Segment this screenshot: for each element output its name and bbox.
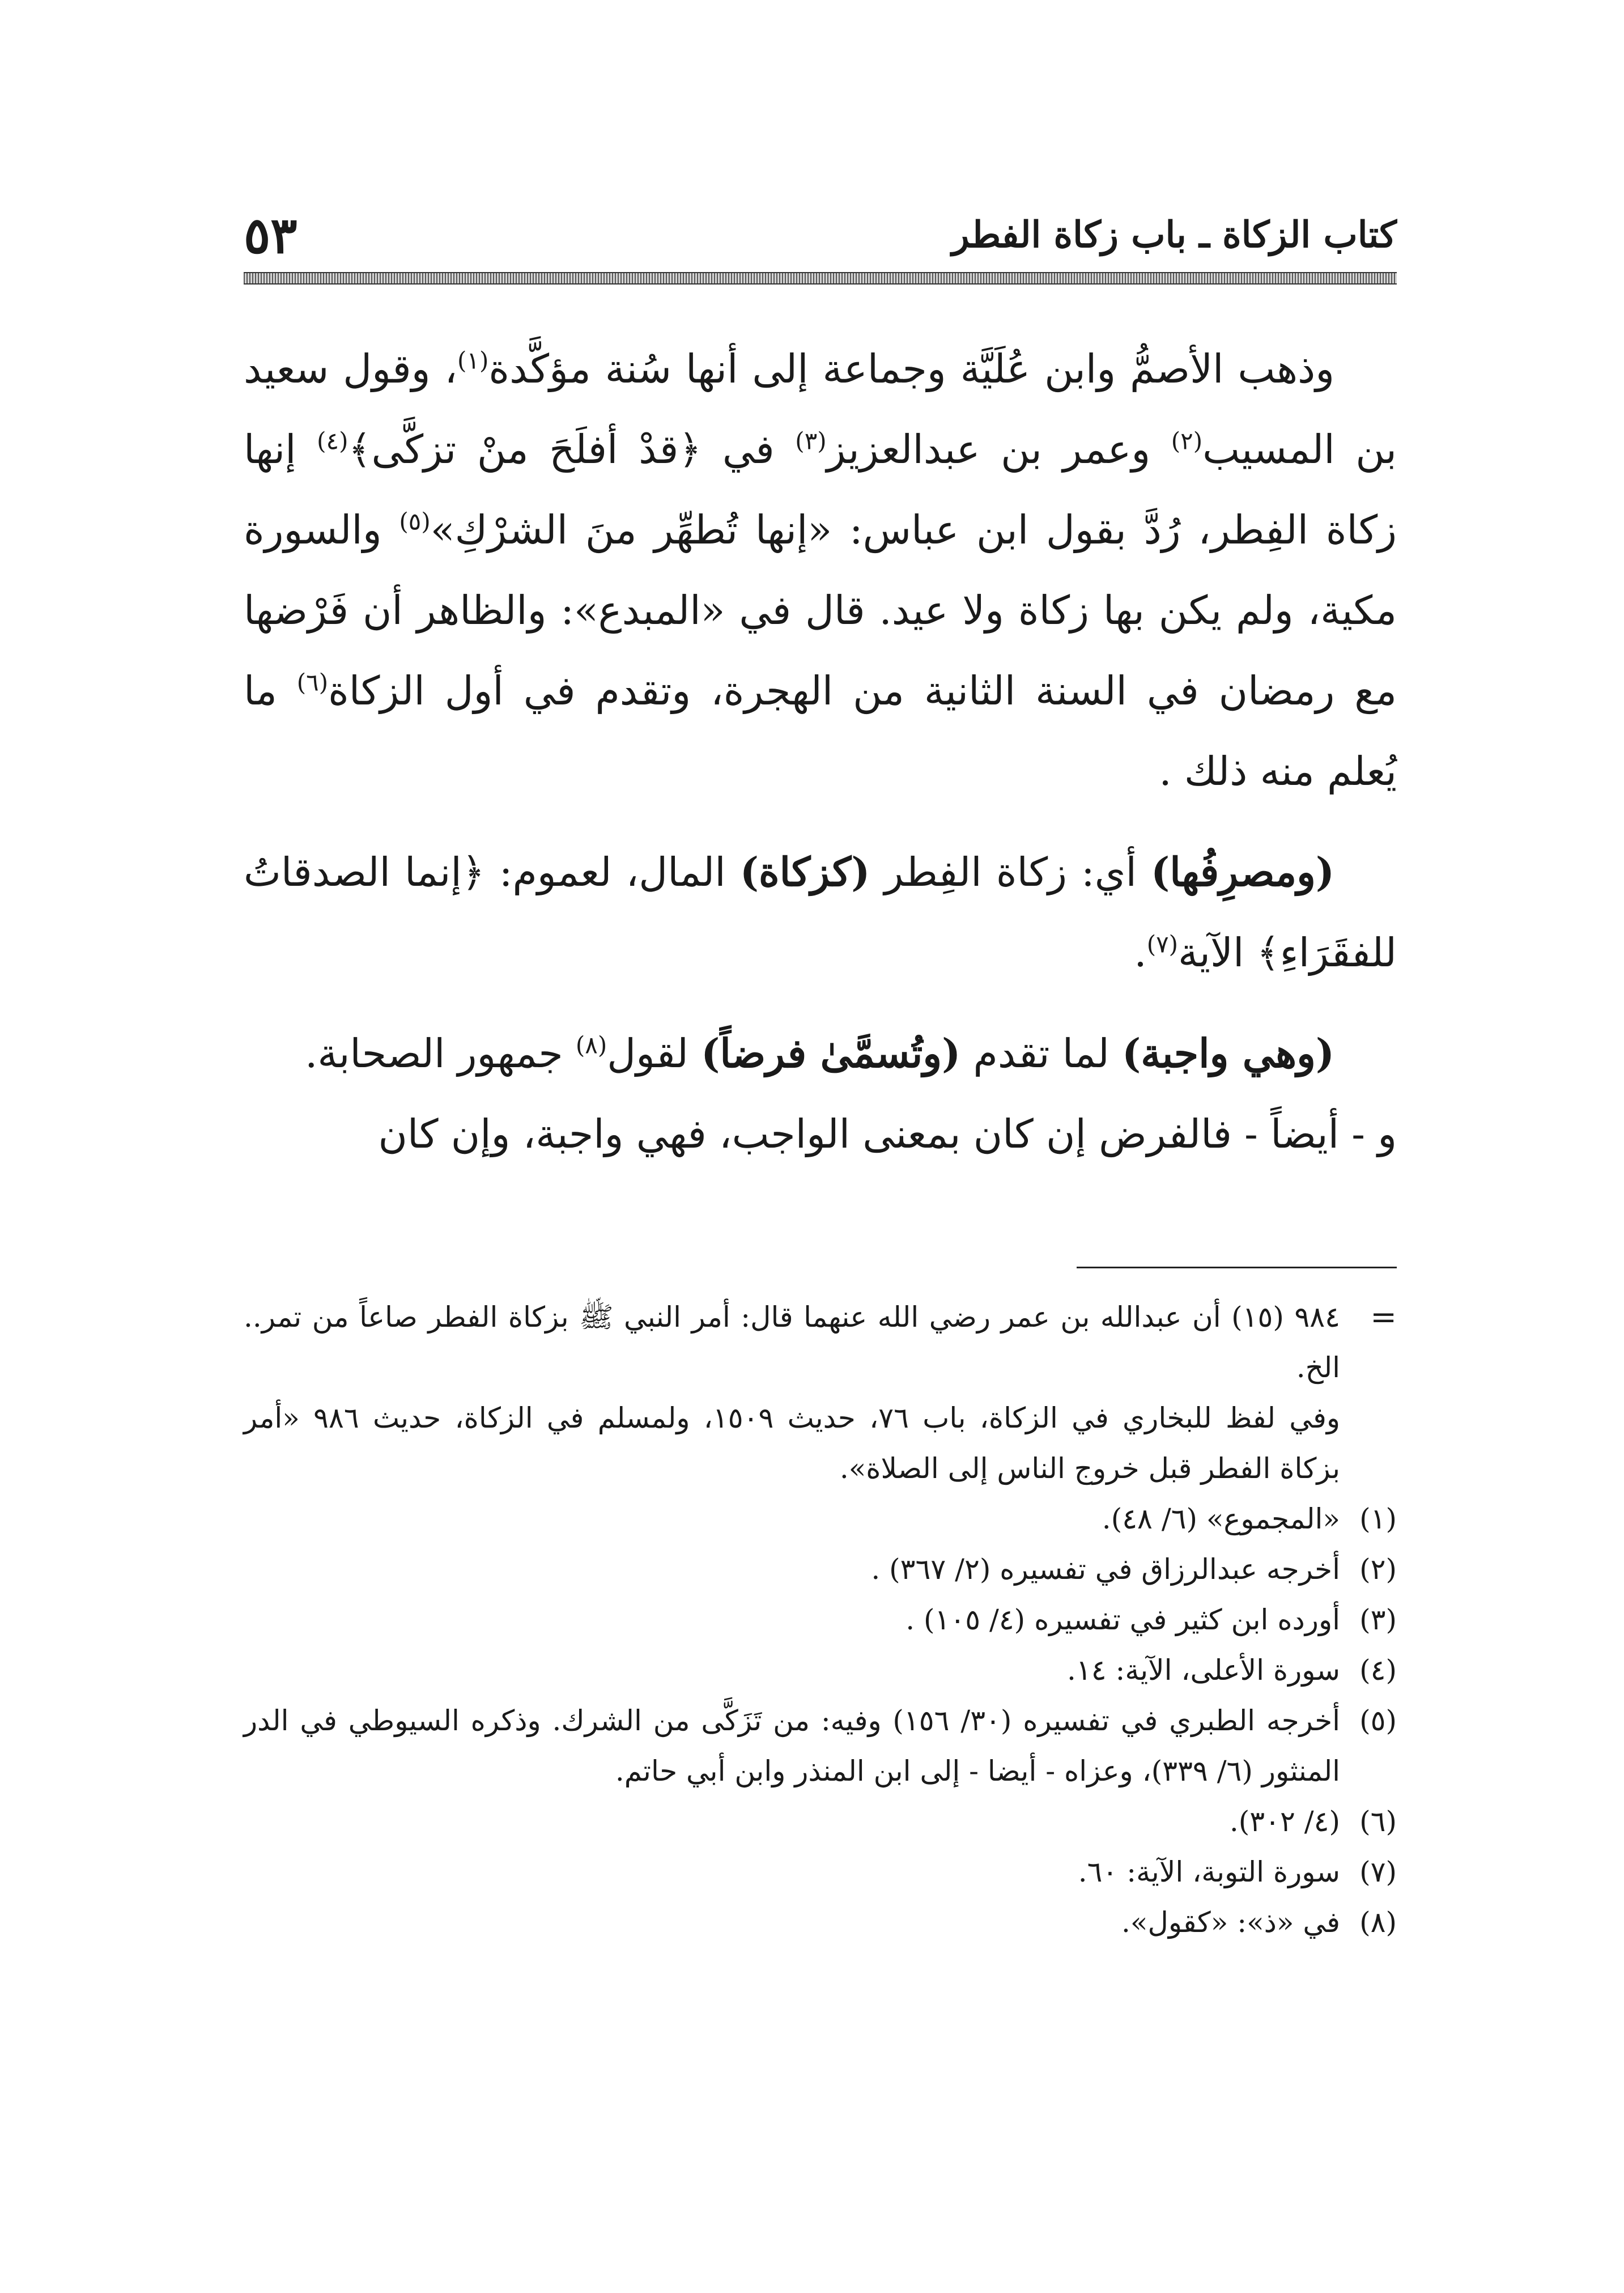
footnote-5	[244, 1696, 1397, 1797]
footnote-marker: (٤)	[1359, 1654, 1397, 1687]
footnote-6	[244, 1797, 1397, 1847]
footnote-ref[interactable]: (٦)	[296, 668, 329, 697]
footnote-separator	[1077, 1267, 1397, 1268]
footnote-marker: (٢)	[1359, 1553, 1397, 1586]
footnote-7	[244, 1847, 1397, 1897]
paragraph-1	[244, 329, 1397, 812]
text-run: والسورة مكية، ولم يكن بها زكاة ولا عيد. قال في «المبدع»: والظاهر أن فَرْضها مع رمضان في السنة الثانية من الهجرة، وتقدم في أول الزكاة	[244, 507, 1397, 714]
footnote-ref[interactable]: (٤)	[317, 427, 348, 455]
footnote-line: في «ذ»: «كقول».	[1121, 1906, 1340, 1939]
text-run: وذهب الأصمُّ وابن عُلَيَّة وجماعة إلى أنها سُنة مؤكَّدة	[488, 346, 1335, 392]
text-run: المال، لعموم: ﴿إنما الصدقاتُ للفقَرَاءِ﴾ الآية	[244, 849, 1397, 976]
footnote-marker: (٣)	[1359, 1603, 1397, 1636]
paragraph-4: و - أيضاً - فالفرض إن كان بمعنى الواجب، فهي واجبة، وإن كان	[378, 1111, 1397, 1157]
footnotes	[244, 1292, 1397, 1948]
footnote-line: سورة التوبة، الآية: ٦٠.	[1078, 1855, 1340, 1888]
footnote-line: أخرجه عبدالرزاق في تفسيره (٢/ ٣٦٧) .	[871, 1553, 1340, 1586]
footnote-ref[interactable]: (٨)	[575, 1031, 607, 1059]
text-run: إنها زكاة الفِطر، رُدَّ بقول ابن عباس: «إنها تُطهِّر منَ الشرْكِ»	[244, 426, 1397, 553]
footnote-ref[interactable]: (٥)	[399, 507, 431, 536]
footnote-line: (٤/ ٣٠٢).	[1229, 1805, 1340, 1838]
page-header	[244, 207, 1397, 269]
paragraph-2	[244, 832, 1397, 993]
footnote-line: أورده ابن كثير في تفسيره (٤/ ١٠٥) .	[905, 1603, 1340, 1636]
footnote-marker: (٨)	[1359, 1906, 1397, 1939]
text-run: لقول	[607, 1030, 702, 1077]
footnote-line: سورة الأعلى، الآية: ١٤.	[1067, 1654, 1340, 1687]
text-run: وعمر بن عبدالعزيز	[826, 426, 1171, 473]
footnote-marker: (٥)	[1359, 1704, 1397, 1737]
footnote-line: «المجموع» (٦/ ٤٨).	[1102, 1502, 1340, 1535]
text-run: جمهور الصحابة.	[305, 1030, 576, 1077]
footnote-1	[244, 1494, 1397, 1544]
paragraph-3	[244, 1013, 1397, 1094]
footnote-line: أخرجه الطبري في تفسيره (٣٠/ ١٥٦) وفيه: من تَزَكَّى من الشرك. وذكره السيوطي في الدر المنثور (٦/ ٣٣٩)، وعزاه - أيضا - إلى ابن المنذر وابن أبي حاتم.	[244, 1704, 1340, 1787]
footnote-4	[244, 1645, 1397, 1696]
footnote-2	[244, 1544, 1397, 1595]
matn-term: (كزكاة)	[739, 848, 870, 895]
text-run: لما تقدم	[960, 1030, 1123, 1077]
matn-term: (وتُسمَّىٰ فرضاً)	[701, 1030, 961, 1077]
footnote-continued	[244, 1292, 1397, 1494]
text-run: .	[1134, 929, 1147, 976]
header-divider	[244, 272, 1397, 284]
footnote-marker: =	[1370, 1299, 1397, 1336]
footnote-ref[interactable]: (٣)	[795, 427, 827, 455]
footnote-marker: (٦)	[1359, 1805, 1397, 1838]
main-text	[244, 329, 1397, 1174]
footnote-3	[244, 1595, 1397, 1645]
matn-term: (ومصرِفُها)	[1151, 848, 1334, 895]
matn-term: (وهي واجبة)	[1122, 1030, 1334, 1077]
text-run: ، وقول سعيد بن المسيب	[244, 346, 1397, 473]
footnote-ref[interactable]: (٧)	[1146, 930, 1179, 958]
quran-quote: في ﴿قدْ أفلَحَ منْ تزكَّى﴾	[348, 426, 796, 473]
footnote-ref[interactable]: (١)	[457, 346, 489, 375]
footnote-8	[244, 1897, 1397, 1948]
text-run: أي: زكاة الفِطر	[870, 849, 1151, 895]
footnote-ref[interactable]: (٢)	[1171, 427, 1203, 455]
chapter-title: كتاب الزكاة ـ باب زكاة الفطر	[951, 214, 1397, 256]
footnote-line: وفي لفظ للبخاري في الزكاة، باب ٧٦، حديث ١٥٠٩، ولمسلم في الزكاة، حديث ٩٨٦ «أمر بزكاة الفطر قبل خروج الناس إلى الصلاة».	[244, 1402, 1341, 1485]
footnote-line: ٩٨٤ (١٥) أن عبدالله بن عمر رضي الله عنهما قال: أمر النبي ﷺ بزكاة الفطر صاعاً من تمر.. الخ.	[244, 1301, 1340, 1384]
footnote-marker: (١)	[1359, 1502, 1397, 1535]
footnote-marker: (٧)	[1359, 1855, 1397, 1888]
page-number: ٥٣	[244, 206, 297, 265]
text-run: ما يُعلم منه ذلك .	[244, 668, 1397, 795]
